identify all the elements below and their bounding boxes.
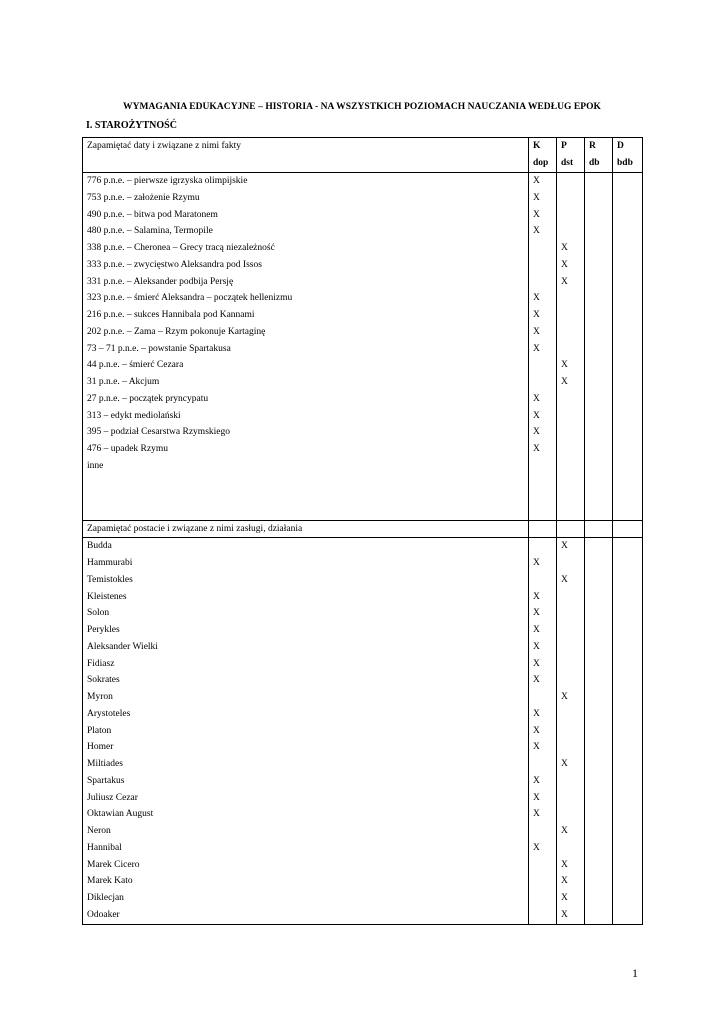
column-r-header [585, 138, 613, 173]
mark-k: X [529, 639, 557, 656]
mark-p: X [557, 857, 585, 874]
mark-d [613, 240, 643, 257]
column-k-sub: dop [533, 158, 549, 168]
mark-r [585, 408, 613, 425]
mark-d [613, 672, 643, 689]
blank-cell [529, 475, 557, 521]
mark-r [585, 257, 613, 274]
date-row [83, 290, 643, 307]
mark-r [585, 672, 613, 689]
mark-p [557, 190, 585, 207]
header-cell [557, 520, 585, 538]
mark-r [585, 307, 613, 324]
dates-header: Zapamiętać daty i związane z nimi fakty [83, 138, 529, 173]
mark-p [557, 391, 585, 408]
row-text: Marek Kato [83, 873, 529, 890]
mark-d [613, 890, 643, 907]
mark-d [613, 257, 643, 274]
mark-r [585, 190, 613, 207]
mark-r [585, 538, 613, 555]
blank-row [83, 475, 643, 521]
mark-d [613, 622, 643, 639]
mark-r [585, 374, 613, 391]
header-cell [613, 520, 643, 538]
mark-p [557, 290, 585, 307]
mark-d [613, 374, 643, 391]
mark-r [585, 274, 613, 291]
requirements-table [82, 137, 643, 925]
column-p-label: P [561, 141, 567, 151]
mark-k [529, 572, 557, 589]
row-text: 73 – 71 p.n.e. – powstanie Spartakusa [83, 341, 529, 358]
mark-r [585, 873, 613, 890]
person-row [83, 689, 643, 706]
row-text: Budda [83, 538, 529, 555]
mark-d [613, 207, 643, 224]
row-text: Marek Cicero [83, 857, 529, 874]
person-row [83, 806, 643, 823]
mark-k [529, 689, 557, 706]
date-row [83, 391, 643, 408]
mark-d [613, 656, 643, 673]
mark-k [529, 823, 557, 840]
column-d-label: D [617, 141, 624, 151]
mark-r [585, 223, 613, 240]
date-row [83, 223, 643, 240]
mark-k [529, 274, 557, 291]
column-k-label: K [533, 141, 541, 151]
row-text: Temistokles [83, 572, 529, 589]
row-text: 395 – podział Cesarstwa Rzymskiego [83, 424, 529, 441]
row-text: Hammurabi [83, 555, 529, 572]
mark-p: X [557, 873, 585, 890]
date-row [83, 240, 643, 257]
person-row [83, 773, 643, 790]
people-header-row [83, 520, 643, 538]
row-text: 480 p.n.e. – Salamina, Termopile [83, 223, 529, 240]
mark-d [613, 840, 643, 857]
mark-d [613, 706, 643, 723]
column-d-sub: bdb [617, 158, 633, 168]
mark-r [585, 840, 613, 857]
mark-r [585, 689, 613, 706]
row-text: 338 p.n.e. – Cheronea – Grecy tracą niezależność [83, 240, 529, 257]
row-text: Myron [83, 689, 529, 706]
row-text: 476 – upadek Rzymu [83, 441, 529, 458]
mark-d [613, 873, 643, 890]
column-r-label: R [589, 141, 596, 151]
blank-cell [585, 475, 613, 521]
mark-r [585, 589, 613, 606]
mark-p [557, 622, 585, 639]
person-row [83, 857, 643, 874]
person-row [83, 907, 643, 924]
people-header: Zapamiętać postacie i związane z nimi zasługi, działania [83, 520, 529, 538]
mark-r [585, 357, 613, 374]
mark-d [613, 739, 643, 756]
person-row [83, 572, 643, 589]
mark-d [613, 773, 643, 790]
person-row [83, 589, 643, 606]
mark-k: X [529, 441, 557, 458]
mark-k: X [529, 656, 557, 673]
mark-d [613, 756, 643, 773]
row-text: 776 p.n.e. – pierwsze igrzyska olimpijskie [83, 173, 529, 190]
column-p-header [557, 138, 585, 173]
row-text: 331 p.n.e. – Aleksander podbija Persję [83, 274, 529, 291]
date-row [83, 307, 643, 324]
mark-k: X [529, 773, 557, 790]
mark-k: X [529, 391, 557, 408]
mark-k: X [529, 424, 557, 441]
mark-r [585, 857, 613, 874]
mark-r [585, 173, 613, 190]
mark-r [585, 739, 613, 756]
date-row [83, 207, 643, 224]
mark-p: X [557, 890, 585, 907]
mark-d [613, 572, 643, 589]
mark-k [529, 257, 557, 274]
mark-k: X [529, 589, 557, 606]
mark-k: X [529, 706, 557, 723]
person-row [83, 706, 643, 723]
mark-r [585, 441, 613, 458]
mark-p [557, 555, 585, 572]
mark-p [557, 441, 585, 458]
mark-p [557, 589, 585, 606]
mark-k: X [529, 290, 557, 307]
row-text: Diklecjan [83, 890, 529, 907]
mark-r [585, 723, 613, 740]
row-text: 27 p.n.e. – początek pryncypatu [83, 391, 529, 408]
mark-p [557, 424, 585, 441]
row-text: 31 p.n.e. – Akcjum [83, 374, 529, 391]
date-row [83, 424, 643, 441]
column-d-header [613, 138, 643, 173]
mark-d [613, 424, 643, 441]
mark-p [557, 773, 585, 790]
row-text: 333 p.n.e. – zwycięstwo Aleksandra pod Issos [83, 257, 529, 274]
mark-k: X [529, 324, 557, 341]
person-row [83, 756, 643, 773]
date-row [83, 341, 643, 358]
mark-p [557, 656, 585, 673]
mark-r [585, 290, 613, 307]
mark-r [585, 391, 613, 408]
mark-k: X [529, 207, 557, 224]
mark-r [585, 324, 613, 341]
mark-p [557, 307, 585, 324]
mark-d [613, 190, 643, 207]
mark-d [613, 357, 643, 374]
mark-d [613, 223, 643, 240]
mark-d [613, 907, 643, 924]
mark-d [613, 790, 643, 807]
mark-d [613, 441, 643, 458]
mark-r [585, 341, 613, 358]
mark-d [613, 274, 643, 291]
page-number: 1 [632, 966, 638, 980]
mark-k: X [529, 739, 557, 756]
row-text: Miltiades [83, 756, 529, 773]
header-cell [529, 520, 557, 538]
row-text: inne [83, 458, 529, 475]
row-text: Perykles [83, 622, 529, 639]
mark-r [585, 773, 613, 790]
mark-p [557, 324, 585, 341]
mark-k: X [529, 605, 557, 622]
mark-r [585, 555, 613, 572]
mark-r [585, 424, 613, 441]
mark-d [613, 639, 643, 656]
mark-p: X [557, 240, 585, 257]
mark-k: X [529, 190, 557, 207]
mark-r [585, 790, 613, 807]
mark-p: X [557, 572, 585, 589]
row-text: 44 p.n.e. – śmierć Cezara [83, 357, 529, 374]
mark-k: X [529, 790, 557, 807]
mark-r [585, 823, 613, 840]
mark-d [613, 589, 643, 606]
mark-p [557, 605, 585, 622]
header-cell [585, 520, 613, 538]
mark-d [613, 605, 643, 622]
row-text: Fidiasz [83, 656, 529, 673]
mark-k: X [529, 223, 557, 240]
requirements-table-body [83, 138, 643, 925]
row-text: Juliusz Cezar [83, 790, 529, 807]
mark-k: X [529, 723, 557, 740]
mark-p [557, 207, 585, 224]
mark-d [613, 538, 643, 555]
mark-r [585, 639, 613, 656]
mark-p: X [557, 689, 585, 706]
mark-k [529, 357, 557, 374]
date-row [83, 190, 643, 207]
mark-r [585, 458, 613, 475]
blank-cell [83, 475, 529, 521]
row-text: Sokrates [83, 672, 529, 689]
mark-r [585, 207, 613, 224]
mark-p: X [557, 374, 585, 391]
person-row [83, 656, 643, 673]
mark-k: X [529, 840, 557, 857]
row-text: Oktawian August [83, 806, 529, 823]
row-text: Homer [83, 739, 529, 756]
mark-d [613, 290, 643, 307]
section-heading: I. STAROŻYTNOŚĆ [86, 120, 177, 131]
date-row [83, 324, 643, 341]
date-row [83, 274, 643, 291]
mark-p [557, 806, 585, 823]
mark-d [613, 408, 643, 425]
mark-k [529, 458, 557, 475]
row-text: Odoaker [83, 907, 529, 924]
mark-k [529, 756, 557, 773]
mark-r [585, 605, 613, 622]
row-text: 753 p.n.e. – założenie Rzymu [83, 190, 529, 207]
row-text: 323 p.n.e. – śmierć Aleksandra – początek hellenizmu [83, 290, 529, 307]
mark-d [613, 823, 643, 840]
row-text: 216 p.n.e. – sukces Hannibala pod Kannami [83, 307, 529, 324]
mark-p [557, 739, 585, 756]
row-text: Hannibal [83, 840, 529, 857]
person-row [83, 538, 643, 555]
person-row [83, 873, 643, 890]
row-text: Solon [83, 605, 529, 622]
mark-p [557, 173, 585, 190]
mark-p [557, 790, 585, 807]
mark-r [585, 907, 613, 924]
mark-k: X [529, 555, 557, 572]
mark-r [585, 706, 613, 723]
mark-r [585, 240, 613, 257]
mark-k: X [529, 622, 557, 639]
date-row [83, 441, 643, 458]
row-text: Arystoteles [83, 706, 529, 723]
person-row [83, 739, 643, 756]
mark-d [613, 341, 643, 358]
mark-k [529, 240, 557, 257]
mark-k: X [529, 307, 557, 324]
mark-r [585, 890, 613, 907]
blank-cell [613, 475, 643, 521]
date-row [83, 173, 643, 190]
mark-p: X [557, 823, 585, 840]
person-row [83, 555, 643, 572]
column-k-header [529, 138, 557, 173]
mark-p: X [557, 907, 585, 924]
mark-p: X [557, 357, 585, 374]
row-text: Neron [83, 823, 529, 840]
person-row [83, 890, 643, 907]
mark-p: X [557, 756, 585, 773]
mark-d [613, 324, 643, 341]
mark-r [585, 756, 613, 773]
mark-k: X [529, 341, 557, 358]
mark-p: X [557, 257, 585, 274]
mark-d [613, 555, 643, 572]
mark-d [613, 689, 643, 706]
column-r-sub: db [589, 158, 600, 168]
mark-d [613, 307, 643, 324]
dates-header-row [83, 138, 643, 173]
mark-p [557, 408, 585, 425]
mark-d [613, 458, 643, 475]
mark-k: X [529, 806, 557, 823]
mark-k: X [529, 173, 557, 190]
mark-r [585, 656, 613, 673]
row-text: 202 p.n.e. – Zama – Rzym pokonuje Kartaginę [83, 324, 529, 341]
mark-k: X [529, 672, 557, 689]
row-text: Aleksander Wielki [83, 639, 529, 656]
blank-cell [557, 475, 585, 521]
mark-k [529, 907, 557, 924]
mark-d [613, 857, 643, 874]
column-p-sub: dst [561, 158, 574, 168]
date-row [83, 257, 643, 274]
date-row [83, 458, 643, 475]
mark-p [557, 639, 585, 656]
mark-p: X [557, 274, 585, 291]
mark-r [585, 622, 613, 639]
mark-k [529, 873, 557, 890]
row-text: Platon [83, 723, 529, 740]
mark-k [529, 857, 557, 874]
person-row [83, 672, 643, 689]
mark-k: X [529, 408, 557, 425]
person-row [83, 790, 643, 807]
mark-p [557, 706, 585, 723]
person-row [83, 723, 643, 740]
document-title: WYMAGANIA EDUKACYJNE – HISTORIA - NA WSZYSTKICH POZIOMACH NAUCZANIA WEDŁUG EPOK [123, 102, 601, 112]
row-text: 490 p.n.e. – bitwa pod Maratonem [83, 207, 529, 224]
mark-p: X [557, 538, 585, 555]
date-row [83, 357, 643, 374]
mark-r [585, 572, 613, 589]
mark-p [557, 723, 585, 740]
mark-p [557, 840, 585, 857]
person-row [83, 605, 643, 622]
mark-k [529, 538, 557, 555]
person-row [83, 622, 643, 639]
mark-k [529, 374, 557, 391]
mark-p [557, 672, 585, 689]
mark-k [529, 890, 557, 907]
date-row [83, 374, 643, 391]
mark-p [557, 458, 585, 475]
mark-d [613, 806, 643, 823]
row-text: Kleistenes [83, 589, 529, 606]
mark-d [613, 391, 643, 408]
mark-p [557, 223, 585, 240]
mark-p [557, 341, 585, 358]
person-row [83, 840, 643, 857]
mark-r [585, 806, 613, 823]
person-row [83, 639, 643, 656]
mark-d [613, 723, 643, 740]
row-text: Spartakus [83, 773, 529, 790]
row-text: 313 – edykt mediolański [83, 408, 529, 425]
mark-d [613, 173, 643, 190]
person-row [83, 823, 643, 840]
date-row [83, 408, 643, 425]
